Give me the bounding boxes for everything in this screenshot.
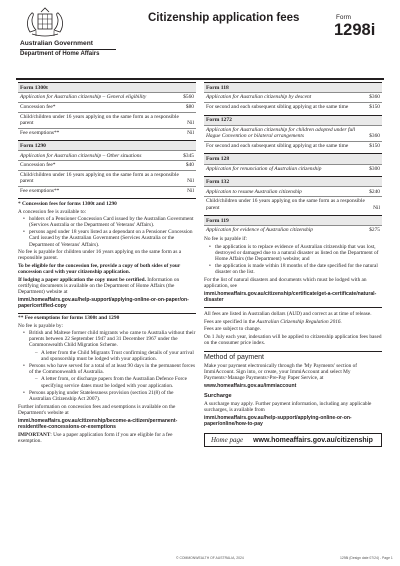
fee-label: Application for evidence of Australian citizenship xyxy=(206,227,313,234)
fee-row xyxy=(204,141,382,151)
coat-of-arms-icon xyxy=(22,6,68,40)
fee-label: Application to resume Australian citizenship xyxy=(206,188,302,195)
footer-copyright: © COMMONWEALTH OF AUSTRALIA, 2024 xyxy=(176,556,244,560)
fee-label: Child/children under 16 years applying on the same form as a responsible parent xyxy=(20,171,179,185)
fee-value: $40 xyxy=(185,162,194,169)
page-title: Citizenship application fees xyxy=(148,12,300,24)
form-132-heading: Form 132 xyxy=(204,177,382,186)
left-column xyxy=(18,82,196,444)
fee-label: Child/children under 16 years applying on the same form as a responsible parent xyxy=(20,113,179,127)
payment-heading: Method of payment xyxy=(204,351,382,361)
fee-value: Nil xyxy=(187,129,194,136)
fee-label: Application for Australian citizenship – General eligibility xyxy=(20,94,147,101)
fee-value: $560 xyxy=(183,94,194,101)
list-item: • British and Maltese former child migrants who came to Australia without their parents between 22 September 1947 and 31 December 1967 under the Commonwealth Child Migration Scheme. – A letter from the Child Migrants Trust confirming details of your arrival and sponsorship must be lodged with your application. xyxy=(23,330,196,362)
certified-copy-link[interactable]: immi.homeaffairs.gov.au/help-support/applying-online-or-on-paper/on-paper/certified-copy xyxy=(18,297,189,310)
form-1300t-fee-table xyxy=(18,82,196,137)
form-number: 1298i xyxy=(334,21,376,39)
fee-row xyxy=(18,128,196,138)
how-to-pay-link[interactable]: immi.homeaffairs.gov.au/help-support/applying-online-or-on-paper/online/how-to-pay xyxy=(204,414,352,427)
exemptions-list xyxy=(23,330,196,402)
fee-row xyxy=(18,102,196,112)
fee-label: For second and each subsequent sibling applying at the same time xyxy=(206,104,349,111)
exemptions-intro: No fee is payable by: xyxy=(18,322,64,329)
exemptions-section xyxy=(18,313,196,444)
department-name: Department of Home Affairs xyxy=(20,51,100,57)
concession-certify: If lodging a paper application the copy must be certified. Information on certifying documents is available on the Department of Home Affairs (the Department) website at xyxy=(18,277,180,296)
fee-exemptions-link[interactable]: immi.homeaffairs.gov.au/citizenship/become-a-citizen/permanent-resident/fee-concessions-or-exemptions xyxy=(18,417,178,430)
list-subitem: – A letter from the Child Migrants Trust confirming details of your arrival and sponsorship must be lodged with your application. xyxy=(35,350,196,362)
form-1290-fee-table xyxy=(18,140,196,195)
form-1272-heading: Form 1272 xyxy=(204,116,382,125)
concession-intro: A concession fee is available to: xyxy=(18,208,87,215)
natural-disaster-text: For the list of natural disasters and documents which must be lodged with an application, see xyxy=(204,277,367,290)
header-divider xyxy=(20,49,116,50)
fee-label: Child/children under 16 years applying on the same form as a responsible parent xyxy=(206,198,365,211)
important-note: IMPORTANT: Use a paper application form if you are eligible for a fee exemption. xyxy=(18,431,173,444)
payment-text: Make your payment electronically through the 'My Payments' section of ImmiAccount. Sign into, or create, your ImmiAccount and select My Payments>Manage Payments>Pre-Pay Paper Service, at xyxy=(204,362,357,382)
list-item: • holders of a Pensioner Concession Card issued by the Australian Government (Services Australia or the Department of Veterans' Affairs). xyxy=(23,216,196,228)
info-indexation: On 1 July each year, indexation will be applied to citizenship application fees based on the consumer price index. xyxy=(204,334,382,347)
government-name: Australian Government xyxy=(20,40,93,47)
form-128-heading: Form 128 xyxy=(204,154,382,163)
fee-row xyxy=(18,170,196,186)
home-page-label: Home page xyxy=(211,436,244,445)
list-item: • persons aged under 18 years listed as a dependant on a Pensioner Concession Card issued by the Australian Government (Services Australia or the Department of Veterans' Affairs). xyxy=(23,229,196,248)
surcharge-section xyxy=(204,393,382,427)
list-item: • the application is to replace evidence of Australian citizenship that was lost, destroyed or damaged due to a natural disaster as listed on the Department of Home Affairs (the Department) website; and xyxy=(209,244,382,263)
fee-row xyxy=(18,112,196,128)
form-1272-fee-table xyxy=(204,115,382,151)
exemptions-further: Further information on concession fees and exemptions is available on the Department's website at xyxy=(18,403,176,416)
form-128-fee-table xyxy=(204,153,382,173)
immiaccount-link[interactable]: www.homeaffairs.gov.au/immiaccount xyxy=(204,383,297,390)
natural-disaster-link[interactable]: immi.homeaffairs.gov.au/citizenship/certificate/get-a-certificate/natural-disaster xyxy=(204,291,377,304)
form-119-fee-table xyxy=(204,215,382,303)
page-header xyxy=(0,0,400,66)
surcharge-text: A surcharge may apply. Further payment information, including any applicable surcharges, is available from xyxy=(204,400,372,413)
concession-section xyxy=(18,198,196,309)
surcharge-heading: Surcharge xyxy=(204,393,232,400)
fee-label: Concession fee* xyxy=(20,104,56,111)
list-item: • Persons applying under Statelessness provision (section 21(8) of the Australian Citizenship Act 2007). xyxy=(23,390,196,402)
fee-label: Application for Australian citizenship by descent xyxy=(206,94,312,101)
concession-eligibility: To be eligible for the concession fee, provide a copy of both sides of your concession card with your citizenship application. xyxy=(18,263,181,276)
fee-value: $360 xyxy=(369,133,380,140)
fee-row xyxy=(18,160,196,170)
fee-row xyxy=(204,196,382,212)
form-119-nofee: No fee is payable if: xyxy=(204,236,247,243)
right-column xyxy=(204,82,382,447)
home-page-box xyxy=(204,433,382,447)
fee-label: Application for Australian citizenship for children adopted under full Hague Convention or bilateral arrangements xyxy=(206,126,356,140)
info-regulation: Fees are specified in the Australian Citizenship Regulation 2016. xyxy=(204,318,342,325)
form-132-fee-table xyxy=(204,176,382,212)
fee-label: Fee exemptions** xyxy=(20,187,60,194)
fee-value: $275 xyxy=(369,227,380,234)
concession-list xyxy=(23,216,196,248)
fee-label: For second and each subsequent sibling applying at the same time xyxy=(206,142,349,149)
fee-label: Application for Australian citizenship – Other situations xyxy=(20,152,142,159)
fee-row xyxy=(18,186,196,196)
fee-row xyxy=(204,92,382,102)
fee-value: Nil xyxy=(187,120,194,127)
fee-value: $300 xyxy=(369,165,380,172)
fee-row xyxy=(18,92,196,102)
fee-row xyxy=(18,150,196,160)
fee-label: Application for renunciation of Australian citizenship xyxy=(206,165,322,172)
fee-value: $80 xyxy=(185,104,194,111)
form-119-list xyxy=(209,244,382,276)
general-info xyxy=(204,307,382,346)
form-label: Form xyxy=(336,14,351,21)
form-1290-heading: Form 1290 xyxy=(18,141,196,150)
info-currency: All fees are listed in Australian dollars (AUD) and correct as at time of release. xyxy=(204,310,372,317)
form-1300t-heading: Form 1300t xyxy=(18,83,196,92)
list-item: • Persons who have served for a total of at least 90 days in the permanent forces of the Commonwealth of Australia. – A letter from, or discharge papers from the Australian Defence Force specifying service dates must be lodged with your application. xyxy=(23,363,196,389)
fee-row xyxy=(204,125,382,141)
concession-heading: * Concession fees for forms 1300t and 1290 xyxy=(18,198,196,207)
form-119-heading: Form 119 xyxy=(204,216,382,225)
fee-value: $150 xyxy=(369,142,380,149)
fee-row xyxy=(204,102,382,112)
list-subitem: – A letter from, or discharge papers from the Australian Defence Force specifying service dates must be lodged with your application. xyxy=(35,376,196,388)
fee-label: Concession fee* xyxy=(20,162,56,169)
header-rule xyxy=(0,70,400,79)
list-item: • the application is made within 18 months of the date specified for the natural disaster on the list. xyxy=(209,263,382,275)
fee-row xyxy=(204,186,382,196)
fee-value: $360 xyxy=(369,94,380,101)
fee-value: Nil xyxy=(373,204,380,211)
fee-value: $150 xyxy=(369,104,380,111)
home-page-link[interactable]: www.homeaffairs.gov.au/citizenship xyxy=(253,436,373,444)
fee-row xyxy=(204,225,382,235)
form-118-heading: Form 118 xyxy=(204,83,382,92)
footer-form-code: 1298i (Design date 07/24) - Page 1 xyxy=(340,556,393,560)
concession-nofee: No fee is payable for children under 16 years applying on the same form as a responsible parent. xyxy=(18,249,182,262)
form-118-fee-table xyxy=(204,82,382,112)
payment-section xyxy=(204,351,382,389)
fee-value: $240 xyxy=(369,188,380,195)
fee-value: Nil xyxy=(187,187,194,194)
fee-label: Fee exemptions** xyxy=(20,129,60,136)
info-change: Fees are subject to change. xyxy=(204,326,261,333)
fee-row xyxy=(204,164,382,174)
fee-value: Nil xyxy=(187,178,194,185)
fee-value: $345 xyxy=(183,152,194,159)
exemptions-heading: ** Fee exemptions for forms 1300t and 1290 xyxy=(18,313,196,322)
